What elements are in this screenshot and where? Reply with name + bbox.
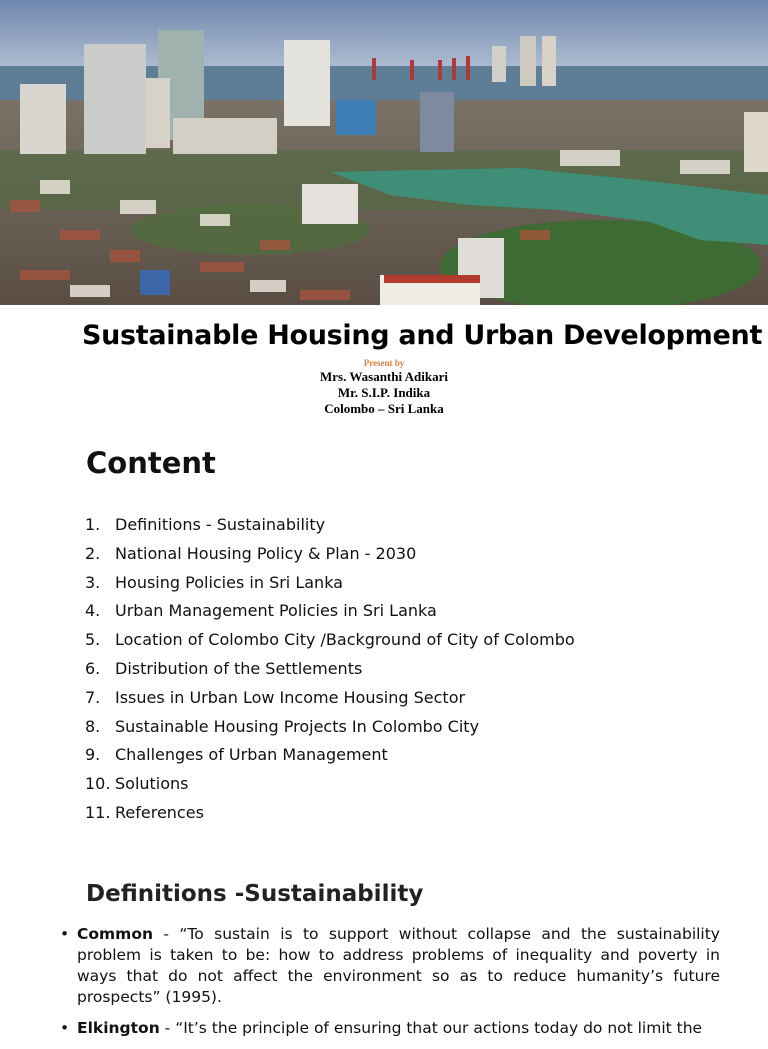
definition-text: - “To sustain is to support without collapse and the sustainability problem is taken to be: how to address problems of inequality and poverty in ways that do not affect the environment so as to reduce humanity’s future prospects” (1995). <box>77 925 720 1006</box>
definition-item <box>60 1018 720 1039</box>
content-list <box>85 514 575 831</box>
bullet-icon: • <box>60 925 70 943</box>
bullet-icon: • <box>60 1019 70 1037</box>
present-by-label: Present by <box>363 358 405 368</box>
content-item: 2. National Housing Policy & Plan - 2030 <box>85 543 417 563</box>
presenter-name: Mrs. Wasanthi Adikari <box>320 369 448 384</box>
content-item: 3. Housing Policies in Sri Lanka <box>85 572 343 592</box>
content-heading: Content <box>86 446 216 480</box>
presenter-location: Colombo – Sri Lanka <box>324 401 444 416</box>
content-item: 4. Urban Management Policies in Sri Lanka <box>85 601 437 621</box>
presenter-name: Mr. S.I.P. Indika <box>337 385 431 400</box>
content-item: 11. References <box>85 802 204 822</box>
definitions-heading: Definitions -Sustainability <box>86 881 424 907</box>
content-item: 8. Sustainable Housing Projects In Colombo City <box>85 716 480 736</box>
definition-text: - “It’s the principle of ensuring that our actions today do not limit the <box>159 1019 703 1037</box>
presenters-block <box>0 357 768 417</box>
content-item: 6. Distribution of the Settlements <box>85 658 363 678</box>
content-item: 1. Definitions - Sustainability <box>85 515 326 534</box>
content-item: 7. Issues in Urban Low Income Housing Sector <box>85 687 466 707</box>
definition-term: Elkington <box>77 1019 160 1037</box>
slide-title: Sustainable Housing and Urban Development <box>81 320 763 351</box>
definition-term: Common <box>77 925 154 943</box>
definition-item <box>60 924 720 1008</box>
content-item: 9. Challenges of Urban Management <box>85 745 388 765</box>
content-item: 10. Solutions <box>85 774 189 794</box>
hero-photo-colombo-skyline <box>0 0 768 305</box>
definitions-list <box>60 924 720 1049</box>
content-item: 5. Location of Colombo City /Background of City of Colombo <box>85 630 575 650</box>
